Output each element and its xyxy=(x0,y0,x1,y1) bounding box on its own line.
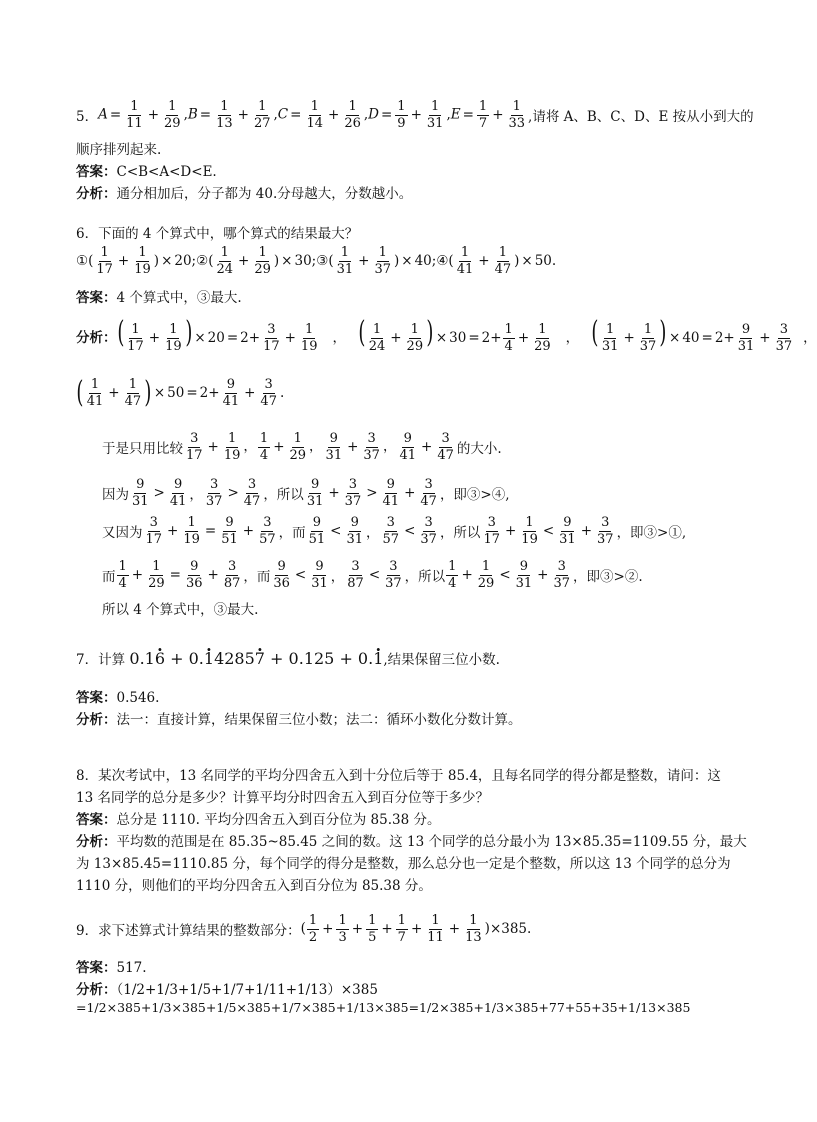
fraction: $\frac{3}{37}$ xyxy=(363,431,380,463)
paren: ( xyxy=(591,315,599,350)
fraction: $\frac{1}{47}$ xyxy=(124,377,142,409)
paren: ) xyxy=(426,315,434,350)
q9-stem: 9．求下述算式计算结果的整数部分： xyxy=(76,923,301,940)
fraction: $\frac{3}{47}$ xyxy=(420,477,437,509)
fraction: $\frac{1}{41}$ xyxy=(86,377,104,409)
fraction: $\frac{1}{17}$ xyxy=(127,322,144,354)
analysis-label: 分析： xyxy=(76,982,117,998)
fraction: $\frac{1}{19}$ xyxy=(300,322,318,354)
q7-tail: ,结果保留三位小数. xyxy=(383,652,500,668)
fraction: $\frac{3}{57}$ xyxy=(259,515,276,547)
analysis-label: 分析： xyxy=(76,712,117,728)
paren: ) xyxy=(659,315,667,350)
q5-answer xyxy=(76,160,217,180)
fraction: $\frac{1}{7}$ xyxy=(397,913,406,945)
fraction: $\frac{3}{17}$ xyxy=(263,322,280,354)
answer-label: 答案： xyxy=(76,164,117,180)
q6-analysis-line1 xyxy=(76,315,817,354)
fraction: $\frac{9}{31}$ xyxy=(306,477,324,509)
fraction: $\frac{3}{87}$ xyxy=(223,559,241,591)
fraction: $\frac{3}{47}$ xyxy=(260,377,277,409)
fraction: $\frac{1}{29}$ xyxy=(477,559,495,591)
q5-tail-text: ,请将 A、B、C、D、E 按从小到大的 xyxy=(528,109,754,126)
q5-analysis xyxy=(76,182,412,202)
fraction: $\frac{1}{19}$ xyxy=(183,515,200,547)
fraction: $\frac{1}{19}$ xyxy=(165,322,182,354)
q7-analysis-text: 法一：直接计算，结果保留三位小数；法二：循环小数化分数计算。 xyxy=(116,712,522,728)
q5-analysis-text: 通分相加后，分子都为 40.分母越大，分数越小。 xyxy=(116,186,413,202)
fraction: $\frac{9}{51}$ xyxy=(221,515,238,547)
q7-expression: 0.16 · + 0.1 ·42857 · + 0.125 + 0.1 · xyxy=(129,649,383,668)
q8-analysis-line2: 为 13×85.45=1110.85 分，每个同学的得分是整数，那么总分也一定是个整数，所以这 13 个同学的总分为 xyxy=(76,856,731,872)
fraction: $\frac{3}{37}$ xyxy=(775,322,793,354)
fraction: $\frac{1}{11}$ xyxy=(126,99,143,131)
q6-answer-text: 4 个算式中，③最大. xyxy=(116,290,242,306)
q8-analysis-line3: 1110 分，则他们的平均分四舍五入到百分位为 85.38 分。 xyxy=(76,878,432,894)
answer-label: 答案： xyxy=(76,812,117,828)
fraction: $\frac{9}{31}$ xyxy=(346,515,364,547)
q5-number: 5． xyxy=(76,109,99,126)
analysis-label: 分析： xyxy=(76,329,117,346)
q5-answer-text: C<B<A<D<E. xyxy=(116,164,217,180)
fraction: $\frac{1}{29}$ xyxy=(289,431,307,463)
answer-label: 答案： xyxy=(76,960,117,976)
fraction: $\frac{9}{31}$ xyxy=(515,559,533,591)
paren: ) xyxy=(184,315,192,350)
fraction: $\frac{3}{17}$ xyxy=(483,515,500,547)
fraction: $\frac{1}{2}$ xyxy=(308,913,318,945)
q9-answer xyxy=(76,956,147,976)
fraction: $\frac{1}{5}$ xyxy=(368,913,377,945)
fraction: $\frac{1}{24}$ xyxy=(216,245,234,277)
fraction: $\frac{9}{31}$ xyxy=(559,515,576,547)
fraction: $\frac{1}{27}$ xyxy=(253,99,271,131)
fraction: $\frac{1}{17}$ xyxy=(96,245,113,277)
fraction: $\frac{9}{41}$ xyxy=(169,477,187,509)
q5-definitions: A = $\frac{1}{11}$ + $\frac{1}{29}$ ,B = $\frac{1}{13}$ + $\frac{1}{27}$ ,C = $\frac{1}{14}$ + $\frac{1}{26}$ ,D = $\frac{1}{9}$ + $\frac{1}{31}$ ,E = $\frac{1}{7}$ + $\frac{1}{33}$ xyxy=(98,99,526,131)
q7-question xyxy=(76,648,500,668)
fraction: $\frac{1}{24}$ xyxy=(368,322,386,354)
fraction: $\frac{3}{17}$ xyxy=(186,431,203,463)
q9-question xyxy=(76,914,531,944)
fraction: $\frac{9}{41}$ xyxy=(399,431,416,463)
fraction: $\frac{3}{37}$ xyxy=(420,515,437,547)
q6-answer xyxy=(76,286,242,306)
q9-analysis-text1: （1/2+1/3+1/5+1/7+1/11+1/13）×385 xyxy=(116,982,378,998)
fraction: $\frac{1}{26}$ xyxy=(344,99,361,131)
q8-answer-text: 总分是 1110. 平均分四舍五入到百分位为 85.38 分。 xyxy=(116,812,441,828)
fraction: $\frac{1}{41}$ xyxy=(456,245,474,277)
q6-expressions: ①( $\frac{1}{17}$ + $\frac{1}{19}$ ) × 20;②( $\frac{1}{24}$ + $\frac{1}{29}$ ) × 30;③( $\frac{1}{31}$ + $\frac{1}{37}$ ) × 40;④( $\frac{1}{41}$ + $\frac{1}{47}$ ) × 50. xyxy=(76,245,557,277)
q9-multiplier: ×385. xyxy=(489,921,532,938)
fraction: $\frac{3}{57}$ xyxy=(382,515,400,547)
paren: ) xyxy=(144,375,152,411)
fraction: $\frac{3}{37}$ xyxy=(597,515,614,547)
q8-question-line1: 8．某次考试中，13 名同学的平均分四舍五入到十分位后等于 85.4，且每名同学的得分都是整数，请问：这 xyxy=(76,768,721,784)
fraction: $\frac{3}{47}$ xyxy=(437,431,454,463)
fraction: $\frac{1}{47}$ xyxy=(494,245,512,277)
q9-analysis-line1 xyxy=(76,978,378,998)
compare-tail: 的大小. xyxy=(456,441,502,458)
q7-answer xyxy=(76,686,159,706)
fraction: $\frac{1}{4}$ xyxy=(448,559,457,591)
q6-reason-line2: 又因为 $\frac{3}{17}$ + $\frac{1}{19}$ = $\frac{9}{51}$ + $\frac{3}{57}$ ，而 $\frac{9}{51}$ < $\frac{9}{31}$ ， $\frac{3}{57}$ < $\frac{3}{37}$ ，所以 $\frac{3}{17}$ + $\frac{1}{19}$ < $\frac{9}{31}$ + $\frac{3}{37}$ ，即③>①, xyxy=(102,515,687,547)
q6-analysis-eq-4: ( $\frac{1}{41}$ + $\frac{1}{47}$ ) × 50 = 2+ $\frac{9}{41}$ + $\frac{3}{47}$ . xyxy=(76,375,285,411)
q9-answer-text: 517. xyxy=(116,960,147,976)
q8-question-line2: 13 名同学的总分是多少？计算平均分时四舍五入到百分位等于多少？ xyxy=(76,790,489,806)
q8-analysis-line1 xyxy=(76,830,747,850)
fraction: $\frac{3}{17}$ xyxy=(145,515,163,547)
fraction: $\frac{1}{4}$ xyxy=(259,431,269,463)
fraction: $\frac{1}{4}$ xyxy=(504,322,513,354)
fraction: $\frac{9}{36}$ xyxy=(185,559,203,591)
compare-text: 于是只用比较 xyxy=(102,441,183,458)
fraction: $\frac{1}{31}$ xyxy=(426,99,444,131)
fraction: $\frac{1}{29}$ xyxy=(254,245,271,277)
answer-label: 答案： xyxy=(76,690,117,706)
q6-analysis-eq-1-3: ( $\frac{1}{17}$ + $\frac{1}{19}$ ) × 20 = 2+ $\frac{3}{17}$ + $\frac{1}{19}$ ， ( $\frac{1}{24}$ + $\frac{1}{29}$ ) × 30 = 2+ $\frac{1}{4}$ + $\frac{1}{29}$ ， ( $\frac{1}{31}$ + $\frac{1}{37}$ ) × 40 = 2+ $\frac{9}{31}$ + $\frac{3}{37}$ ， xyxy=(116,315,817,354)
fraction: $\frac{1}{19}$ xyxy=(223,431,241,463)
fraction: $\frac{3}{37}$ xyxy=(553,559,571,591)
fraction: $\frac{1}{19}$ xyxy=(521,515,538,547)
q5-question-line2: 顺序排列起来. xyxy=(76,142,162,158)
fraction: $\frac{1}{33}$ xyxy=(508,99,526,131)
fraction: $\frac{1}{19}$ xyxy=(134,245,151,277)
q6-stem: 6．下面的 4 个算式中，哪个算式的结果最大？ xyxy=(76,226,359,242)
q7-answer-text: 0.546. xyxy=(116,690,160,706)
fraction: $\frac{1}{37}$ xyxy=(374,245,391,277)
fraction: $\frac{9}{51}$ xyxy=(308,515,326,547)
fraction: $\frac{9}{41}$ xyxy=(222,377,240,409)
fraction: $\frac{9}{31}$ xyxy=(311,559,328,591)
q7-analysis xyxy=(76,708,522,728)
answer-label: 答案： xyxy=(76,290,117,306)
q6-compare-fractions: $\frac{3}{17}$ + $\frac{1}{19}$ ， $\frac{1}{4}$ + $\frac{1}{29}$ ， $\frac{9}{31}$ + $\frac{3}{37}$ ， $\frac{9}{41}$ + $\frac{3}{47}$ xyxy=(186,431,454,463)
fraction: $\frac{1}{11}$ xyxy=(427,913,444,945)
q7-number: 7．计算 xyxy=(76,652,126,668)
fraction: $\frac{1}{9}$ xyxy=(397,99,406,131)
fraction: $\frac{1}{3}$ xyxy=(338,913,347,945)
fraction: $\frac{3}{37}$ xyxy=(205,477,223,509)
fraction: $\frac{9}{31}$ xyxy=(132,477,149,509)
fraction: $\frac{3}{47}$ xyxy=(243,477,261,509)
paren: ( xyxy=(116,315,124,350)
q9-analysis-line2: =1/2×385+1/3×385+1/5×385+1/7×385+1/13×385=1/2×385+1/3×385+77+55+35+1/13×385 xyxy=(76,1000,691,1015)
q5-question-line xyxy=(76,100,754,130)
fraction: $\frac{9}{41}$ xyxy=(382,477,400,509)
q9-expression: ( $\frac{1}{2}$ + $\frac{1}{3}$ + $\frac{1}{5}$ + $\frac{1}{7}$ + $\frac{1}{11}$ + $\frac{1}{13}$ ) xyxy=(300,913,490,945)
fraction: $\frac{1}{29}$ xyxy=(164,99,181,131)
q6-conclusion: 所以 4 个算式中，③最大. xyxy=(102,602,259,618)
fraction: $\frac{3}{37}$ xyxy=(344,477,362,509)
fraction: $\frac{9}{31}$ xyxy=(737,322,755,354)
fraction: $\frac{1}{7}$ xyxy=(478,99,488,131)
fraction: $\frac{1}{4}$ xyxy=(118,559,127,591)
paren: ( xyxy=(358,315,366,350)
fraction: $\frac{1}{29}$ xyxy=(534,322,551,354)
q8-answer xyxy=(76,808,440,828)
fraction: $\frac{1}{31}$ xyxy=(601,322,619,354)
fraction: $\frac{1}{14}$ xyxy=(306,99,323,131)
q6-reason-line1: 因为 $\frac{9}{31}$ > $\frac{9}{41}$ ， $\frac{3}{37}$ > $\frac{3}{47}$ ，所以 $\frac{9}{31}$ + $\frac{3}{37}$ > $\frac{9}{41}$ + $\frac{3}{47}$ ，即③>④, xyxy=(102,477,510,509)
analysis-label: 分析： xyxy=(76,186,117,202)
fraction: $\frac{1}{29}$ xyxy=(148,559,165,591)
analysis-label: 分析： xyxy=(76,834,117,850)
fraction: $\frac{9}{31}$ xyxy=(325,431,343,463)
q6-compare-line xyxy=(102,432,502,462)
fraction: $\frac{9}{36}$ xyxy=(273,559,290,591)
fraction: $\frac{1}{29}$ xyxy=(406,322,424,354)
q8-analysis-text1: 平均数的范围是在 85.35~85.45 之间的数。这 13 个同学的总分最小为 13×85.35=1109.55 分，最大 xyxy=(116,834,747,850)
q6-reason-line3: 而 $\frac{1}{4}$ + $\frac{1}{29}$ = $\frac{9}{36}$ + $\frac{3}{87}$ ，而 $\frac{9}{36}$ < $\frac{9}{31}$ ， $\frac{3}{87}$ < $\frac{3}{37}$ ，所以 $\frac{1}{4}$ + $\frac{1}{29}$ < $\frac{9}{31}$ + $\frac{3}{37}$ ，即③>②. xyxy=(102,559,643,591)
fraction: $\frac{1}{13}$ xyxy=(216,99,233,131)
fraction: $\frac{1}{37}$ xyxy=(639,322,657,354)
fraction: $\frac{1}{31}$ xyxy=(336,245,354,277)
paren: ( xyxy=(76,375,84,411)
fraction: $\frac{3}{37}$ xyxy=(385,559,402,591)
fraction: $\frac{3}{87}$ xyxy=(347,559,364,591)
fraction: $\frac{1}{13}$ xyxy=(465,913,482,945)
